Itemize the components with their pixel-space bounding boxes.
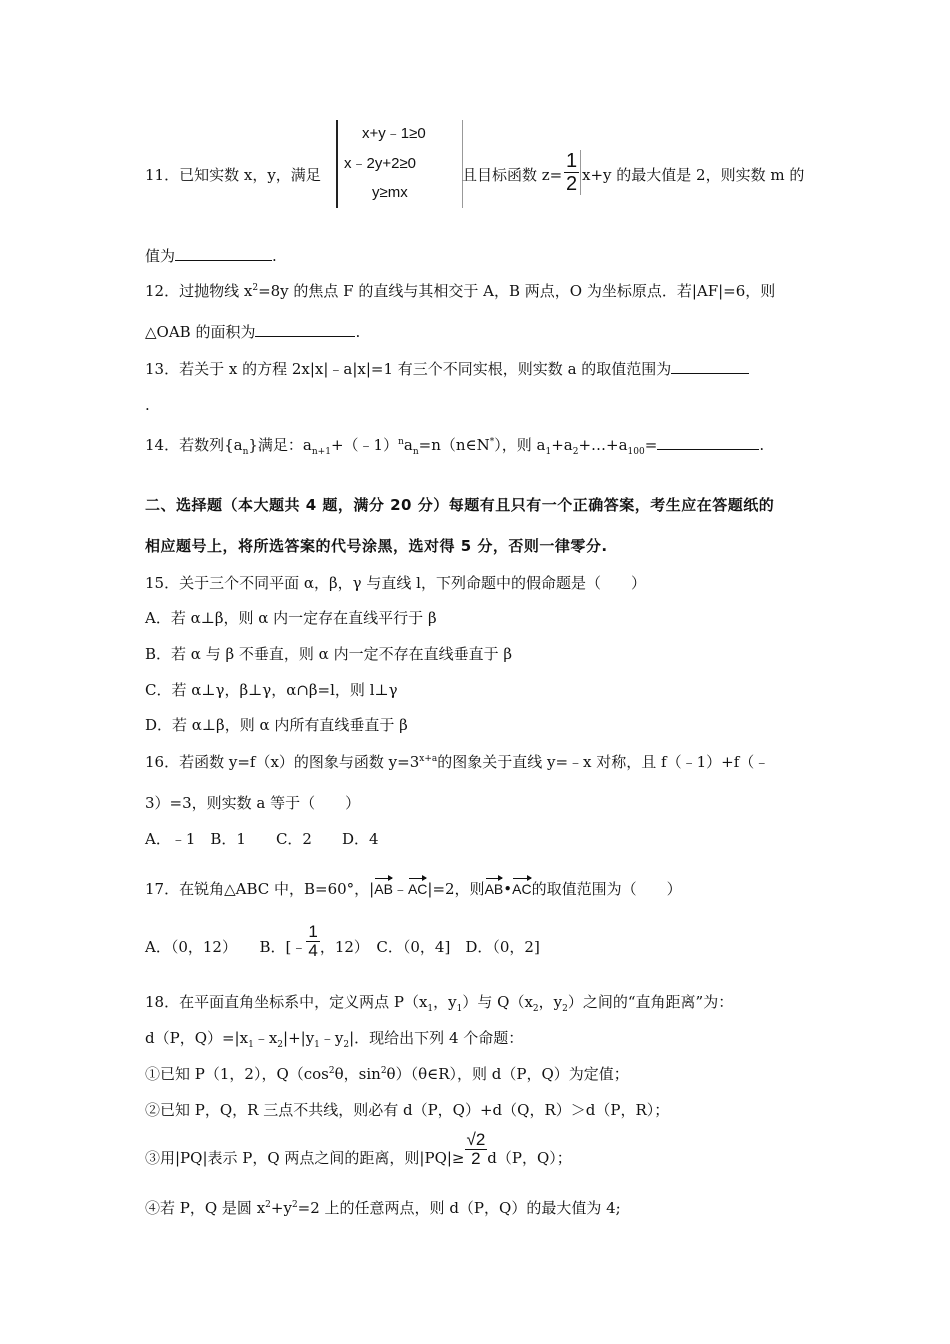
- q16-sup: x+a: [419, 754, 438, 764]
- q14-c-sup: n: [398, 437, 404, 447]
- q13-line2: .: [145, 396, 150, 414]
- q13-answer-blank[interactable]: [671, 359, 749, 374]
- q11-inequality-system: [336, 120, 463, 208]
- q11-answer-blank[interactable]: [175, 246, 272, 261]
- q18-p4b: +y: [270, 1199, 292, 1217]
- q17-b: |=2，则: [427, 880, 485, 898]
- q18-prop-1: [145, 1063, 629, 1084]
- q14-g: +a: [551, 436, 573, 454]
- q17-opt-a: A．（0，12） B．[: [145, 938, 292, 956]
- q14-a: 14．若数列{a: [145, 436, 243, 454]
- q15-option-d[interactable]: D．若 α⊥β，则 α 内所有直线垂直于 β: [145, 716, 408, 734]
- q18-prop-2: ②已知 P，Q，R 三点不共线，则必有 d（P，Q）+d（Q，R）＞d（P，R）；: [145, 1101, 670, 1119]
- q14-e: =n（n∈N: [418, 436, 490, 454]
- q18-dc: |+|y: [283, 1029, 315, 1047]
- q16-b: 的图象关于直线 y=﹣x 对称，且 f（﹣1）+f（﹣: [437, 753, 770, 771]
- q17-line1: [145, 876, 682, 899]
- q17-vector-ac-2: AC: [512, 876, 531, 897]
- q18-p1s1: 2: [328, 1066, 335, 1076]
- q16-line1: [145, 751, 769, 772]
- q14-d-sub: n: [412, 447, 419, 457]
- q18-dd: ﹣y: [319, 1029, 344, 1047]
- q18-s4: 2: [562, 1004, 568, 1014]
- q18-p4s1: 2: [265, 1200, 271, 1210]
- q14-g-sub: 2: [572, 447, 579, 457]
- q12-line2: △OAB 的面积为 .: [145, 323, 361, 341]
- q18-p4a: ④若 P，Q 是圆 x: [145, 1199, 266, 1217]
- q18-p1s2: 2: [380, 1066, 387, 1076]
- q18-p3a: ③用|PQ|表示 P，Q 两点之间的距离，则|PQ|≥: [145, 1149, 465, 1167]
- q18-d2: 2: [277, 1040, 284, 1050]
- q17-vector-ac-1: AC: [408, 876, 427, 897]
- q18-s2: 1: [456, 1004, 463, 1014]
- q12-text-b: =8y 的焦点 F 的直线与其相交于 A，B 两点，O 为坐标原点．若|AF|=6，则: [258, 282, 776, 300]
- q13-line1: [145, 358, 749, 379]
- q11-prefix: 11．已知实数 x，y，满足: [145, 166, 321, 184]
- q14-line: 14．若数列$\{a_n\}$满足：$a_{n+1}+(﹣1)^na_n=n(n\in N^*)$，则 $a_1+a_2+\dots+a_{100}=$ .: [145, 436, 765, 457]
- q11-frac-num: 1: [566, 150, 578, 172]
- q18-sd: ，y: [538, 993, 563, 1011]
- q18-s1: 1: [427, 1004, 434, 1014]
- q15-option-a[interactable]: A．若 α⊥β，则 α 内一定存在直线平行于 β: [145, 609, 437, 627]
- q17-dot: •: [503, 880, 513, 898]
- q17-options[interactable]: [145, 921, 540, 960]
- q18-s3: 2: [532, 1004, 539, 1014]
- q18-p3-num: √2: [466, 1129, 486, 1149]
- section2-heading-line1: 二、选择题（本大题共 4 题，满分 20 分）每题有且只有一个正确答案，考生应在答题纸的: [145, 496, 775, 514]
- q11-line1: [145, 164, 321, 185]
- q16-a: 16．若函数 y=f（x）的图象与函数 y=3: [145, 753, 420, 771]
- section2-heading-line2: 相应题号上，将所选答案的代号涂黑，选对得 5 分，否则一律零分.: [145, 537, 608, 555]
- q14-a-sub: n: [242, 447, 249, 457]
- q18-de: |．现给出下列 4 个命题：: [349, 1029, 524, 1047]
- q18-p4c: =2 上的任意两点，则 d（P，Q）的最大值为 4;: [297, 1199, 621, 1217]
- q18-stem: [145, 991, 733, 1014]
- q15-option-c[interactable]: C．若 α⊥γ，β⊥γ，α∩β=l，则 l⊥γ: [145, 681, 398, 699]
- q14-h-sub: 100: [627, 447, 645, 457]
- q17-c: 的取值范围为（ ）: [531, 880, 682, 898]
- q18-sa: 18．在平面直角坐标系中，定义两点 P（x: [145, 993, 428, 1011]
- q14-answer-blank[interactable]: [657, 435, 759, 450]
- q17-a: 17．在锐角△ABC 中，B=60°，|: [145, 880, 375, 898]
- q12-line1: [145, 280, 775, 301]
- q11-fraction: [564, 150, 581, 195]
- q18-p4s2: 2: [291, 1200, 298, 1210]
- q11-ineq-2: x﹣2y+2≥0: [344, 155, 417, 172]
- q18-definition: [145, 1027, 523, 1050]
- q18-da: d（P，Q）=|x: [145, 1029, 249, 1047]
- q12-line2-text: △OAB 的面积为: [145, 323, 256, 341]
- q14-f: ），则 a: [494, 436, 546, 454]
- q14-h: +…+a: [578, 436, 628, 454]
- q18-p3-den: 2: [471, 1148, 481, 1168]
- q18-p1c: θ）（θ∈R），则 d（P，Q）为定值；: [386, 1065, 629, 1083]
- q11-line2: 值为 .: [145, 247, 277, 265]
- q18-d4: 2: [343, 1040, 350, 1050]
- q14-f-sub: 1: [545, 447, 552, 457]
- q14-d: a: [403, 436, 413, 454]
- q14-e-sup: *: [489, 437, 495, 447]
- q18-p1a: ①已知 P（1，2），Q（cos: [145, 1065, 329, 1083]
- q12-text-a: 12．过抛物线 x: [145, 282, 253, 300]
- q11-line2-text: 值为: [145, 247, 176, 265]
- q14-i: =: [644, 436, 658, 454]
- q18-db: ﹣x: [253, 1029, 278, 1047]
- q18-prop-4: [145, 1197, 621, 1218]
- q11-ineq-3: y≥mx: [372, 184, 408, 201]
- q17-vector-ab-1: AB: [374, 876, 393, 897]
- q17-vector-ab-2: AB: [485, 876, 504, 897]
- q18-sb: ，y: [433, 993, 457, 1011]
- q11-line1-rest: [462, 164, 562, 185]
- q16-options[interactable]: A．﹣1 B．1 C．2 D．4: [145, 830, 379, 848]
- q18-d3: 1: [314, 1040, 320, 1050]
- q17-opt-rest: ，12） C．（0，4] D．（0，2]: [319, 938, 540, 956]
- q11-mid: 且目标函数 z=: [462, 166, 563, 184]
- q18-p1b: θ，sin: [334, 1065, 381, 1083]
- q18-p3b: d（P，Q）；: [487, 1149, 572, 1167]
- q17-minus: ﹣: [392, 880, 408, 898]
- q15-option-b[interactable]: B．若 α 与 β 不垂直，则 α 内一定不存在直线垂直于 β: [145, 645, 513, 663]
- q12-sup: 2: [252, 283, 259, 293]
- q14-c: +（﹣1）: [330, 436, 399, 454]
- q14-b-sub: n+1: [311, 447, 331, 457]
- q17-frac-num: 1: [308, 921, 318, 941]
- q16-line2: 3）=3，则实数 a 等于（ ）: [145, 794, 361, 812]
- q11-ineq-1: x+y﹣1≥0: [362, 125, 426, 142]
- q14-b: }满足：a: [248, 436, 312, 454]
- q17-neg: ﹣: [291, 938, 307, 956]
- q17-frac-den: 4: [308, 940, 318, 960]
- q18-se: ）之间的“直角距离”为：: [567, 993, 734, 1011]
- q11-post: x+y 的最大值是 2，则实数 m 的: [582, 166, 805, 184]
- q12-answer-blank[interactable]: [255, 322, 355, 337]
- q15-stem: 15．关于三个不同平面 α，β，γ 与直线 l，下列命题中的假命题是（ ）: [145, 574, 646, 592]
- q18-d1: 1: [248, 1040, 254, 1050]
- q13-text: 13．若关于 x 的方程 2x|x|﹣a|x|=1 有三个不同实根，则实数 a 的取值范围为: [145, 360, 672, 378]
- q11-frac-den: 2: [566, 173, 578, 195]
- q18-prop-3: [145, 1129, 572, 1168]
- q18-sc: ）与 Q（x: [462, 993, 533, 1011]
- q11-line1-end: [582, 164, 804, 185]
